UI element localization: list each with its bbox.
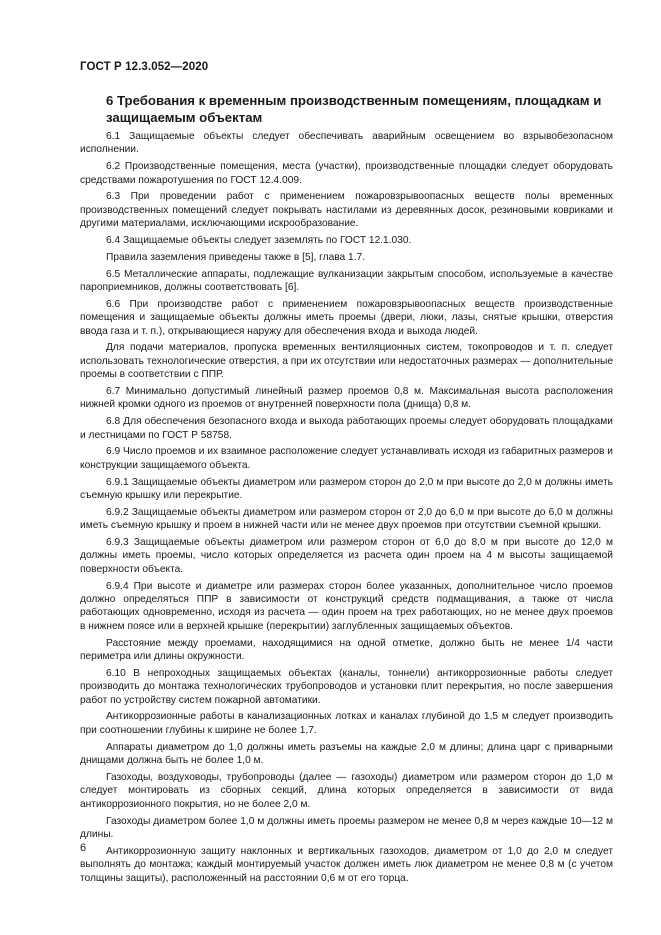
paragraph: Расстояние между проемами, находящимися на одной отметке, должно быть не менее 1/4 части периметра или длины окружности. bbox=[80, 637, 613, 663]
paragraph: Газоходы, воздуховоды, трубопроводы (далее — газоходы) диаметром или размером сторон до 1,0 м следует монтировать из сборных секций, длина которых определяется в зависимости от вида антикоррозионного покрытия, но не более 2,0 м. bbox=[80, 771, 613, 810]
paragraph: Антикоррозионную защиту наклонных и вертикальных газоходов, диаметром от 1,0 до 2,0 м следует выполнять до монтажа; каждый монтируемый участок должен иметь люк диаметром не менее 0,8 м (с учетом толщины защиты), расположенный на расстоянии 0,6 м от его торца. bbox=[80, 845, 613, 884]
paragraph: Антикоррозионные работы в канализационных лотках и каналах глубиной до 1,5 м следует производить при соотношении глубины к ширине не более 1,7. bbox=[80, 711, 613, 736]
page-number: 6 bbox=[80, 842, 87, 854]
paragraph: 6.3 При проведении работ с применением пожаровзрывоопасных веществ полы временных производственных помещений следует покрывать настилами из деревянных досок, резиновыми ковриками и другими материалами, исключающими искрообразование. bbox=[80, 191, 613, 230]
paragraph: 6.9.1 Защищаемые объекты диаметром или размером сторон до 2,0 м при высоте до 2,0 м должны иметь съемную крышку или перекрытие. bbox=[80, 476, 613, 502]
paragraph: 6.2 Производственные помещения, места (участки), производственные площадки следует оборудовать средствами пожаротушения по ГОСТ 12.4.009. bbox=[80, 161, 613, 186]
paragraph: 6.9.2 Защищаемые объекты диаметром или размером сторон от 2,0 до 6,0 м при высоте до 6,0 м должны иметь съемную крышку и проем в нижней части или не менее двух проемов при отсутствии съемной крышки. bbox=[80, 506, 613, 532]
paragraph: 6.5 Металлические аппараты, подлежащие вулканизации закрытым способом, используемые в качестве пароприемников, должны соответствовать [6]. bbox=[80, 268, 613, 294]
paragraph: 6.7 Минимально допустимый линейный размер проемов 0,8 м. Максимальная высота расположения нижней кромки одного из проемов от внутренней поверхности пола (днища) 0,8 м. bbox=[80, 386, 613, 411]
paragraph: 6.1 Защищаемые объекты следует обеспечивать аварийным освещением во взрывобезопасном исполнении. bbox=[80, 131, 613, 156]
paragraph: 6.4 Защищаемые объекты следует заземлять по ГОСТ 12.1.030. bbox=[106, 235, 412, 247]
paragraph: 6.8 Для обеспечения безопасного входа и выхода работающих проемы следует оборудовать площадками и лестницами по ГОСТ Р 58758. bbox=[80, 416, 613, 441]
paragraph: 6.9.3 Защищаемые объекты диаметром или размером сторон от 6,0 до 8,0 м при высоте до 12,0 м должны иметь проемы, число которых определяется из расчета один проем на 4 м высоты защищаемой поверхности объекта. bbox=[80, 537, 613, 575]
paragraph: Правила заземления приведены также в [5], глава 1.7. bbox=[106, 251, 366, 263]
document-header: ГОСТ Р 12.3.052—2020 bbox=[80, 61, 209, 73]
paragraph: Газоходы диаметром более 1,0 м должны иметь проемы размером не менее 0,8 м через каждые 10—12 м длины. bbox=[80, 815, 613, 840]
paragraph: 6.9.4 При высоте и диаметре или размерах сторон более указанных, дополнительное число проемов должно определяться ППР в зависимости от конструкций средств подмащивания, а также от числа работающих одновременно, исходя из расчета — один проем на трех работающих, но не менее двух проемов в нижнем поясе или в верхней крышке (перекрытии) заглубленных защищаемых объектов. bbox=[80, 580, 613, 632]
section-body bbox=[80, 130, 613, 888]
paragraph: Для подачи материалов, пропуска временных вентиляционных систем, токопроводов и т. п. следует использовать технологические отверстия, а при их отсутствии или недостаточных размерах — дополнительные проемы в соответствии с ППР. bbox=[80, 342, 613, 381]
paragraph: Аппараты диаметром до 1,0 должны иметь разъемы на каждые 2,0 м длины; длина царг с приварными днищами должна быть не более 1,0 м. bbox=[80, 741, 613, 767]
section-title: 6 Требования к временным производственным помещениям, площадкам и защищаемым объектам bbox=[106, 93, 602, 125]
paragraph: 6.10 В непроходных защищаемых объектах (каналы, тоннели) антикоррозионные работы следует производить до монтажа технологических трубопроводов и установки плит перекрытия, но после завершения работ по устройству систем пожарной автоматики. bbox=[80, 667, 613, 706]
paragraph: 6.9 Число проемов и их взаимное расположение следует устанавливать исходя из габаритных размеров и конструкции защищаемого объекта. bbox=[80, 446, 613, 471]
paragraph: 6.6 При производстве работ с применением пожаровзрывоопасных веществ производственные помещения и защищаемые объекты должны иметь проемы (двери, люки, лазы, снятые крышки, отверстия ввода газа и т. п.), открывающиеся наружу для обеспечения входа и выхода людей. bbox=[80, 298, 613, 337]
